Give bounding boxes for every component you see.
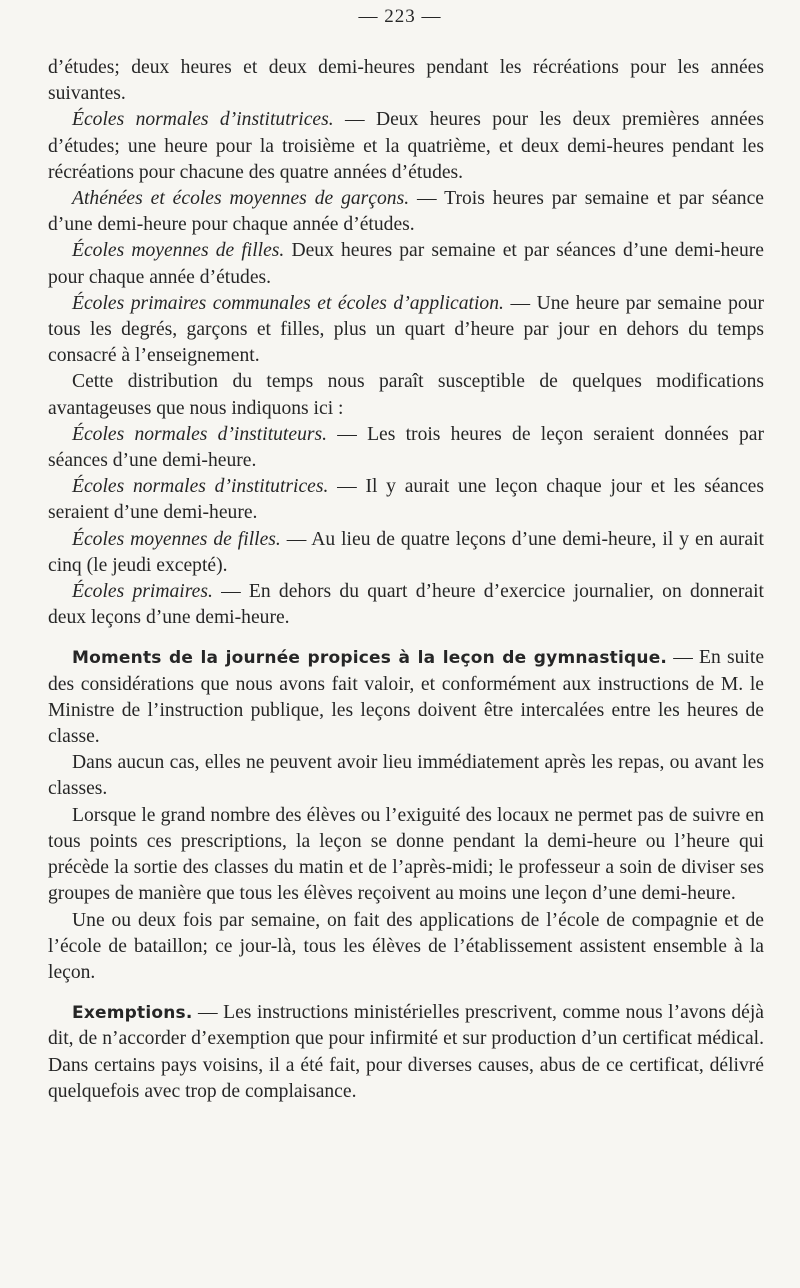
- paragraph-lead: Écoles normales d’institutrices.: [72, 109, 334, 131]
- paragraph-lead: Écoles normales d’instituteurs.: [72, 423, 328, 445]
- paragraph: Une ou deux fois par semaine, on fait des applications de l’école de compagnie et de l’école de bataillon; ce jour-là, tous les élèves de l’établissement assistent ensemble à la leçon.: [48, 909, 764, 983]
- body-text: [48, 55, 764, 1105]
- paragraph: Écoles normales d’institutrices. — Deux heures pour les deux premières années d’études; une heure pour la troisième et la quatrième, et deux demi-heures pendant les récréations pour chacune des quatre années d’études.: [48, 109, 764, 183]
- paragraph: Cette distribution du temps nous paraît susceptible de quelques modifications avantageuses que nous indiquons ici :: [48, 371, 764, 419]
- paragraph: Écoles moyennes de filles. Deux heures par semaine et par séances d’une demi-heure pour chaque année d’études.: [48, 240, 764, 288]
- paragraph-lead: Écoles normales d’institutrices.: [72, 476, 329, 498]
- section-heading: Moments de la journée propices à la leçon de gymnastique.: [72, 648, 668, 669]
- paragraph: Dans aucun cas, elles ne peuvent avoir lieu immédiatement après les repas, ou avant les classes.: [48, 752, 764, 800]
- paragraph: Lorsque le grand nombre des élèves ou l’exiguité des locaux ne permet pas de suivre en tous points ces prescriptions, la leçon se donne pendant la demi-heure ou l’heure qui précède la sortie des classes du matin et de l’après-midi; le professeur a soin de diviser ses groupes de manière que tous les élèves reçoivent au moins une leçon d’une demi-heure.: [48, 804, 764, 905]
- paragraph-lead: Athénées et écoles moyennes de garçons.: [72, 188, 410, 210]
- paragraph: Écoles primaires. — En dehors du quart d’heure d’exercice journalier, on donnerait deux leçons d’une demi-heure.: [48, 581, 764, 629]
- page-number: — 223 —: [358, 6, 442, 27]
- paragraph: Écoles moyennes de filles. — Au lieu de quatre leçons d’une demi-heure, il y en aurait cinq (le jeudi excepté).: [48, 528, 764, 576]
- section-paragraph: Moments de la journée propices à la leçon de gymnastique. — En suite des considérations que nous avons fait valoir, et conformément aux instructions de M. le Ministre de l’instruction publique, les leçons doivent être intercalées entre les heures de classe.: [48, 647, 765, 748]
- section-heading: Exemptions.: [72, 1003, 193, 1024]
- paragraph: Athénées et écoles moyennes de garçons. — Trois heures par semaine et par séance d’une demi-heure pour chaque année d’études.: [48, 188, 764, 236]
- paragraph-lead: Écoles primaires.: [72, 581, 213, 603]
- paragraph: Écoles normales d’instituteurs. — Les trois heures de leçon seraient données par séances d’une demi-heure.: [48, 423, 765, 472]
- paragraph-lead: Écoles primaires communales et écoles d’application.: [72, 292, 504, 314]
- paragraph: Écoles primaires communales et écoles d’application. — Une heure par semaine pour tous les degrés, garçons et filles, plus un quart d’heure par jour en dehors du temps consacré à l’enseignement.: [48, 292, 764, 367]
- paragraph: d’études; deux heures et deux demi-heures pendant les récréations pour les années suivantes.: [48, 57, 764, 105]
- paragraph: Écoles normales d’institutrices. — Il y aurait une leçon chaque jour et les séances seraient d’une demi-heure.: [48, 476, 764, 524]
- paragraph-lead: Écoles moyennes de filles.: [72, 240, 285, 262]
- section-paragraph: Exemptions. — Les instructions ministérielles prescrivent, comme nous l’avons déjà dit, de n’accorder d’exemption que pour infirmité et sur production d’un certificat médical. Dans certains pays voisins, il a été fait, pour diverses causes, abus de ce certificat, délivré quelquefois avec trop de complaisance.: [48, 1002, 764, 1102]
- paragraph-lead: Écoles moyennes de filles.: [72, 528, 281, 550]
